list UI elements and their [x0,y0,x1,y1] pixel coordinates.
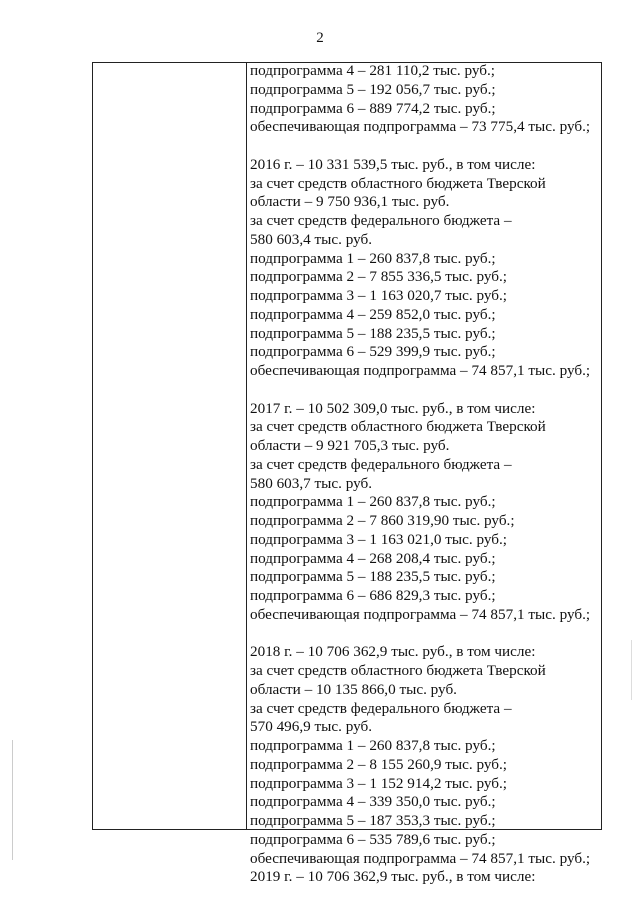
text-line: 580 603,4 тыс. руб. [250,230,373,248]
text-line: подпрограмма 4 – 281 110,2 тыс. руб.; [250,62,496,79]
block-2018 [250,643,600,887]
scan-artifact [12,740,13,860]
block-2017 [250,400,600,625]
text-line: подпрограмма 2 – 8 155 260,9 тыс. руб.; [250,755,507,773]
text-line: подпрограмма 4 – 339 350,0 тыс. руб.; [250,793,496,811]
text-line: подпрограмма 6 – 889 774,2 тыс. руб.; [250,99,496,117]
text-line: за счет средств федерального бюджета – [250,699,512,717]
text-line: подпрограмма 3 – 1 163 021,0 тыс. руб.; [250,530,507,548]
text-line: подпрограмма 4 – 259 852,0 тыс. руб.; [250,305,496,323]
block-2016 [250,156,600,381]
text-line: подпрограмма 6 – 535 789,6 тыс. руб.; [250,830,496,848]
text-line: подпрограмма 5 – 188 235,5 тыс. руб.; [250,324,496,342]
text-line: обеспечивающая подпрограмма – 73 775,4 тыс. руб.; [250,118,591,136]
text-line: подпрограмма 1 – 260 837,8 тыс. руб.; [250,493,496,511]
text-line: за счет средств областного бюджета Тверской [250,174,546,192]
text-line: подпрограмма 5 – 192 056,7 тыс. руб.; [250,80,496,98]
text-line: области – 9 750 936,1 тыс. руб. [250,193,450,211]
text-line: 580 603,7 тыс. руб. [250,474,373,492]
text-line: обеспечивающая подпрограмма – 74 857,1 тыс. руб.; [250,605,591,623]
paragraph-gap [250,625,600,644]
funding-text-cell [250,62,600,887]
text-line: подпрограмма 4 – 268 208,4 тыс. руб.; [250,549,496,567]
scan-artifact [631,640,632,700]
text-line: подпрограмма 2 – 7 855 336,5 тыс. руб.; [250,268,507,286]
paragraph-gap [250,137,600,156]
text-line: 2017 г. – 10 502 309,0 тыс. руб., в том числе: [250,399,536,417]
text-line: подпрограмма 6 – 529 399,9 тыс. руб.; [250,343,496,361]
text-line: за счет средств федерального бюджета – [250,455,512,473]
text-line: за счет средств областного бюджета Тверской [250,662,546,679]
text-line: обеспечивающая подпрограмма – 74 857,1 тыс. руб.; [250,362,591,379]
text-line: подпрограмма 5 – 187 353,3 тыс. руб.; [250,812,496,829]
text-line: обеспечивающая подпрограмма – 74 857,1 тыс. руб.; [250,849,591,867]
paragraph-gap [250,381,600,400]
text-line: подпрограмма 2 – 7 860 319,90 тыс. руб.; [250,512,515,529]
text-line: подпрограмма 3 – 1 163 020,7 тыс. руб.; [250,287,507,304]
text-line: подпрограмма 6 – 686 829,3 тыс. руб.; [250,587,496,604]
text-line: 2018 г. – 10 706 362,9 тыс. руб., в том числе: [250,643,536,661]
text-line: 2019 г. – 10 706 362,9 тыс. руб., в том числе: [250,868,536,886]
text-line: 570 496,9 тыс. руб. [250,718,373,736]
block-2015-tail [250,62,600,137]
page-number: 2 [316,30,324,46]
text-line: за счет средств областного бюджета Тверской [250,418,546,436]
text-line: подпрограмма 5 – 188 235,5 тыс. руб.; [250,568,496,586]
table-column-divider [246,62,247,829]
text-line: за счет средств федерального бюджета – [250,212,512,229]
text-line: подпрограмма 1 – 260 837,8 тыс. руб.; [250,249,496,267]
text-line: области – 10 135 866,0 тыс. руб. [250,680,457,698]
text-line: области – 9 921 705,3 тыс. руб. [250,437,450,454]
text-line: подпрограмма 3 – 1 152 914,2 тыс. руб.; [250,774,507,792]
text-line: подпрограмма 1 – 260 837,8 тыс. руб.; [250,737,496,754]
text-line: 2016 г. – 10 331 539,5 тыс. руб., в том числе: [250,155,536,173]
